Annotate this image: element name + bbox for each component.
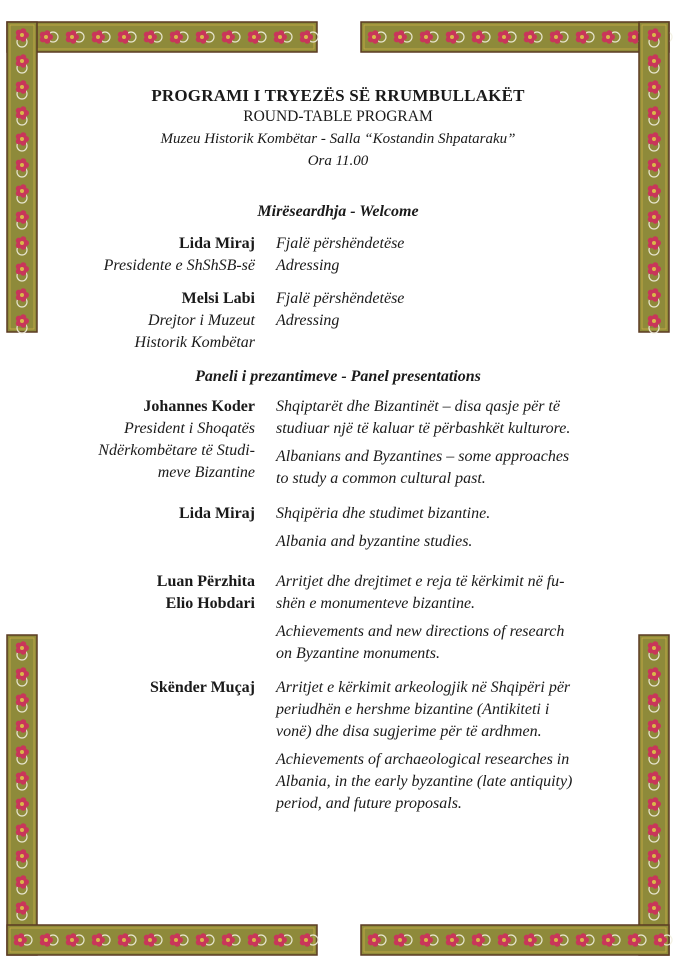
flower-center (304, 938, 308, 942)
flower-center (20, 698, 24, 702)
flower-center (122, 35, 126, 39)
flower-center (20, 906, 24, 910)
talk-title-en: Adressing (276, 312, 340, 329)
speaker-role: meve Bizantine (157, 464, 255, 481)
flower-center (580, 35, 584, 39)
panel-heading: Paneli i prezantimeve - Panel presentations (195, 368, 481, 385)
flower-center (652, 59, 656, 63)
flower-center (96, 35, 100, 39)
flower-center (528, 35, 532, 39)
flower-center (148, 938, 152, 942)
speaker-name: Skënder Muçaj (149, 679, 255, 696)
flower-center (528, 938, 532, 942)
flower-center (424, 938, 428, 942)
flower-center (20, 241, 24, 245)
talk-title-en: Achievements of archaeological researches in (276, 751, 570, 768)
border-strip (361, 22, 669, 52)
flower-center (580, 938, 584, 942)
speaker-name: Elio Hobdari (165, 595, 255, 612)
talk-title-en: Achievements and new directions of research (276, 623, 565, 640)
talk-title-en: Albania and byzantine studies. (276, 533, 473, 550)
flower-center (652, 293, 656, 297)
speaker-name: Melsi Labi (181, 290, 255, 307)
flower-center (652, 267, 656, 271)
speaker-role: Historik Kombëtar (134, 334, 255, 351)
flower-center (252, 35, 256, 39)
program-title: PROGRAMI I TRYEZËS SË RRUMBULLAKËT (151, 86, 525, 105)
talk-title-sq: Arritjet dhe drejtimet e reja të kërkimit në fu- (276, 573, 565, 590)
flower-center (652, 319, 656, 323)
flower-center (20, 672, 24, 676)
flower-center (200, 938, 204, 942)
flower-center (278, 35, 282, 39)
flower-center (226, 35, 230, 39)
talk-title-sq: Shqipëria dhe studimet bizantine. (276, 505, 491, 522)
speaker-name: Luan Përzhita (156, 573, 255, 590)
speaker-name: Lida Miraj (179, 235, 255, 252)
flower-center (502, 35, 506, 39)
talk-title-en: to study a common cultural past. (276, 470, 486, 487)
flower-center (652, 776, 656, 780)
flower-center (652, 802, 656, 806)
flower-center (20, 802, 24, 806)
flower-center (44, 938, 48, 942)
speaker-role: Presidente e ShShSB-së (103, 257, 255, 274)
flower-center (20, 189, 24, 193)
flower-center (70, 938, 74, 942)
flower-center (20, 828, 24, 832)
flower-center (20, 724, 24, 728)
flower-center (20, 267, 24, 271)
flower-center (304, 35, 308, 39)
flower-center (96, 938, 100, 942)
flower-center (652, 698, 656, 702)
flower-center (18, 938, 22, 942)
flower-center (398, 35, 402, 39)
border-strip (361, 925, 669, 955)
flower-center (476, 938, 480, 942)
speaker-name: Johannes Koder (143, 398, 255, 415)
flower-center (20, 59, 24, 63)
talk-title-sq: Arritjet e kërkimit arkeologjik në Shqipëri për (276, 679, 571, 696)
talk-title-en: Adressing (276, 257, 340, 274)
flower-center (398, 938, 402, 942)
flower-center (252, 938, 256, 942)
flower-center (652, 854, 656, 858)
flower-center (424, 35, 428, 39)
welcome-heading: Mirëseardhja - Welcome (257, 203, 419, 220)
talk-title-en: Albanians and Byzantines – some approaches (276, 448, 570, 465)
speaker-role: Drejtor i Muzeut (148, 312, 255, 329)
flower-center (652, 33, 656, 37)
speaker-role: President i Shoqatës (124, 420, 255, 437)
flower-center (658, 938, 662, 942)
talk-title-sq: Fjalë përshëndetëse (276, 290, 405, 307)
flower-center (20, 33, 24, 37)
program-subtitle: ROUND-TABLE PROGRAM (243, 108, 433, 125)
flower-center (652, 646, 656, 650)
talk-title-sq: Shqiptarët dhe Bizantinët – disa qasje për të (276, 398, 560, 415)
talk-title-en: period, and future proposals. (276, 795, 462, 812)
speaker-name: Lida Miraj (179, 505, 255, 522)
flower-center (174, 938, 178, 942)
talk-title-sq: periudhën e hershme bizantine (Antikiteti i (276, 701, 550, 718)
flower-center (652, 750, 656, 754)
talk-title-sq: vonë) dhe disa sugjerime për të ardhmen. (276, 723, 542, 740)
flower-center (554, 938, 558, 942)
flower-center (20, 293, 24, 297)
flower-center (44, 35, 48, 39)
flower-center (70, 35, 74, 39)
flower-center (372, 35, 376, 39)
flower-center (652, 828, 656, 832)
flower-center (278, 938, 282, 942)
flower-center (450, 35, 454, 39)
flower-center (20, 319, 24, 323)
time-line: Ora 11.00 (307, 153, 369, 169)
flower-center (652, 724, 656, 728)
talk-title-en: Albania, in the early byzantine (late antiquity) (276, 773, 573, 790)
flower-center (476, 35, 480, 39)
flower-center (554, 35, 558, 39)
flower-center (20, 880, 24, 884)
flower-center (450, 938, 454, 942)
speaker-role: Ndërkombëtare të Studi- (98, 442, 255, 459)
flower-center (20, 646, 24, 650)
venue-line: Muzeu Historik Kombëtar - Salla “Kostandin Shpataraku” (160, 131, 516, 147)
flower-center (20, 854, 24, 858)
flower-center (606, 35, 610, 39)
flower-center (502, 938, 506, 942)
flower-center (372, 938, 376, 942)
flower-center (20, 776, 24, 780)
flower-center (226, 938, 230, 942)
talk-title-en: on Byzantine monuments. (276, 645, 440, 662)
flower-center (652, 189, 656, 193)
talk-title-sq: studiuar një të kaluar të përbashkët kulturore. (276, 420, 571, 437)
flower-center (632, 938, 636, 942)
talk-title-sq: Fjalë përshëndetëse (276, 235, 405, 252)
flower-center (652, 906, 656, 910)
flower-center (652, 880, 656, 884)
flower-center (652, 672, 656, 676)
flower-center (20, 750, 24, 754)
flower-center (148, 35, 152, 39)
flower-center (606, 938, 610, 942)
flower-center (200, 35, 204, 39)
flower-center (632, 35, 636, 39)
flower-center (174, 35, 178, 39)
flower-center (122, 938, 126, 942)
talk-title-sq: shën e monumenteve bizantine. (276, 595, 476, 612)
flower-center (652, 241, 656, 245)
